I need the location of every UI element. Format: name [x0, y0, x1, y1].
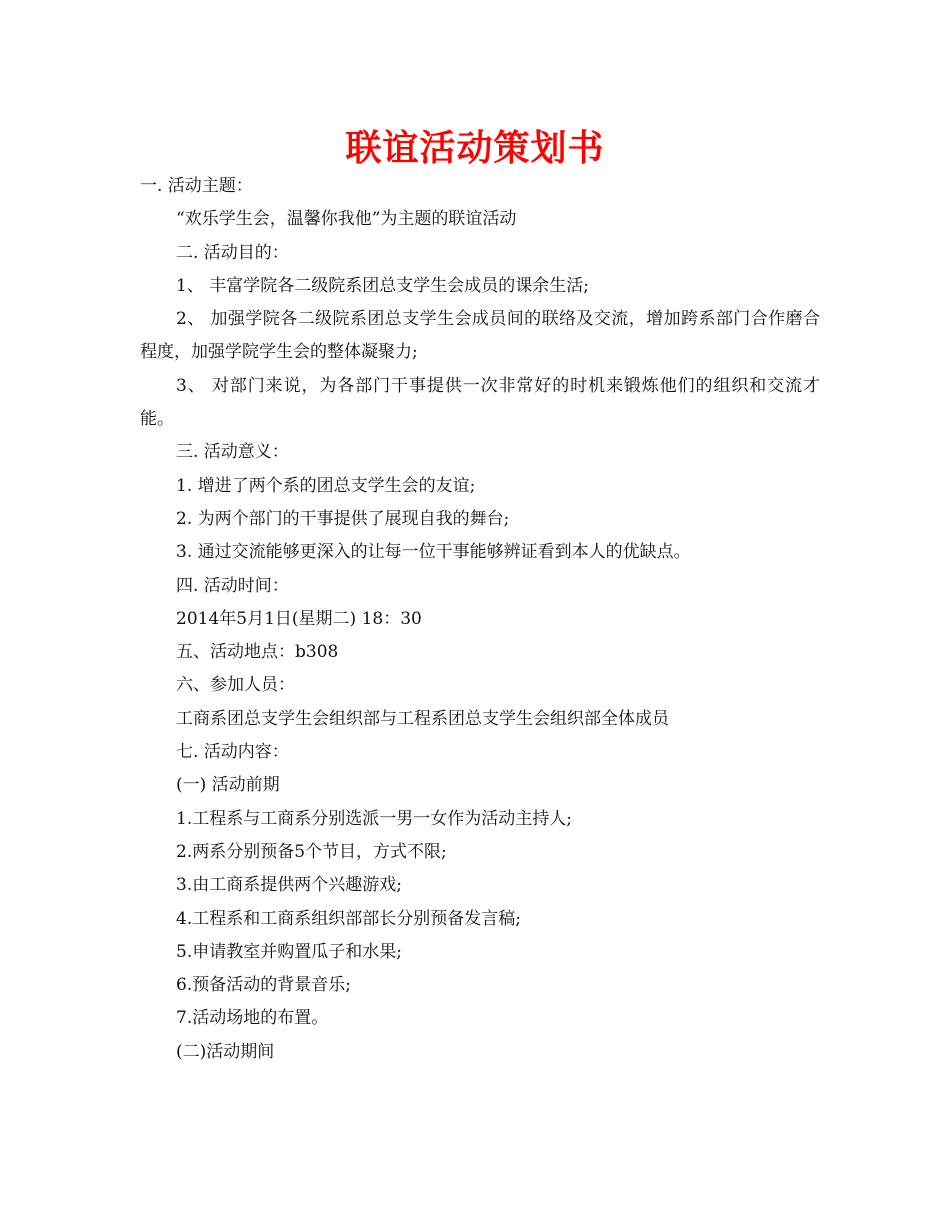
section-heading-theme: 一. 活动主题：	[140, 176, 253, 196]
section-heading-participants: 六、参加人员：	[176, 675, 295, 696]
paragraph-participants: 工商系团总支学生会组织部与工程系团总支学生会组织部全体成员	[176, 708, 669, 729]
paragraph-theme: “欢乐学生会，温馨你我他”为主题的联谊活动	[176, 209, 517, 230]
subsection-heading-during: (二)活动期间	[176, 1041, 275, 1062]
list-item-significance-2: 2. 为两个部门的干事提供了展现自我的舞台;	[176, 508, 510, 529]
section-heading-content: 七. 活动内容：	[176, 742, 289, 763]
subsection-heading-pre: (一) 活动前期	[176, 775, 280, 796]
list-item-purpose-2: 2、 加强学院各二级院系团总支学生会成员间的联络及交流，增加跨系部门合作磨合程度，加强学院学生会的整体凝聚力;	[140, 309, 820, 363]
list-item-pre-2: 2.两系分别预备5个节目，方式不限;	[176, 841, 447, 862]
list-item-pre-4: 4.工程系和工商系组织部部长分别预备发言稿;	[176, 908, 521, 929]
list-item-pre-7: 7.活动场地的布置。	[176, 1008, 329, 1029]
list-item-pre-3: 3.由工商系提供两个兴趣游戏;	[176, 875, 402, 896]
list-item-pre-1: 1.工程系与工商系分别选派一男一女作为活动主持人;	[176, 808, 572, 829]
paragraph-location: 五、活动地点：b308	[176, 642, 339, 663]
list-item-significance-3: 3. 通过交流能够更深入的让每一位干事能够辨证看到本人的优缺点。	[176, 542, 691, 563]
section-heading-significance: 三. 活动意义：	[176, 442, 289, 463]
list-item-purpose-3: 3、 对部门来说，为各部门干事提供一次非常好的时机来锻炼他们的组织和交流才能。	[140, 375, 820, 430]
section-heading-purpose: 二. 活动目的：	[176, 242, 289, 263]
list-item-significance-1: 1. 增进了两个系的团总支学生会的友谊;	[176, 475, 476, 496]
list-item-pre-5: 5.申请教室并购置瓜子和水果;	[176, 941, 402, 962]
list-item-purpose-1: 1、 丰富学院各二级院系团总支学生会成员的课余生活;	[176, 275, 589, 296]
list-item-pre-6: 6.预备活动的背景音乐;	[176, 975, 351, 996]
paragraph-time: 2014年5月1日(星期二) 18：30	[176, 608, 422, 629]
document-title: 联谊活动策划书	[345, 128, 605, 169]
document-body	[140, 170, 820, 1069]
section-heading-time: 四. 活动时间：	[176, 575, 289, 596]
